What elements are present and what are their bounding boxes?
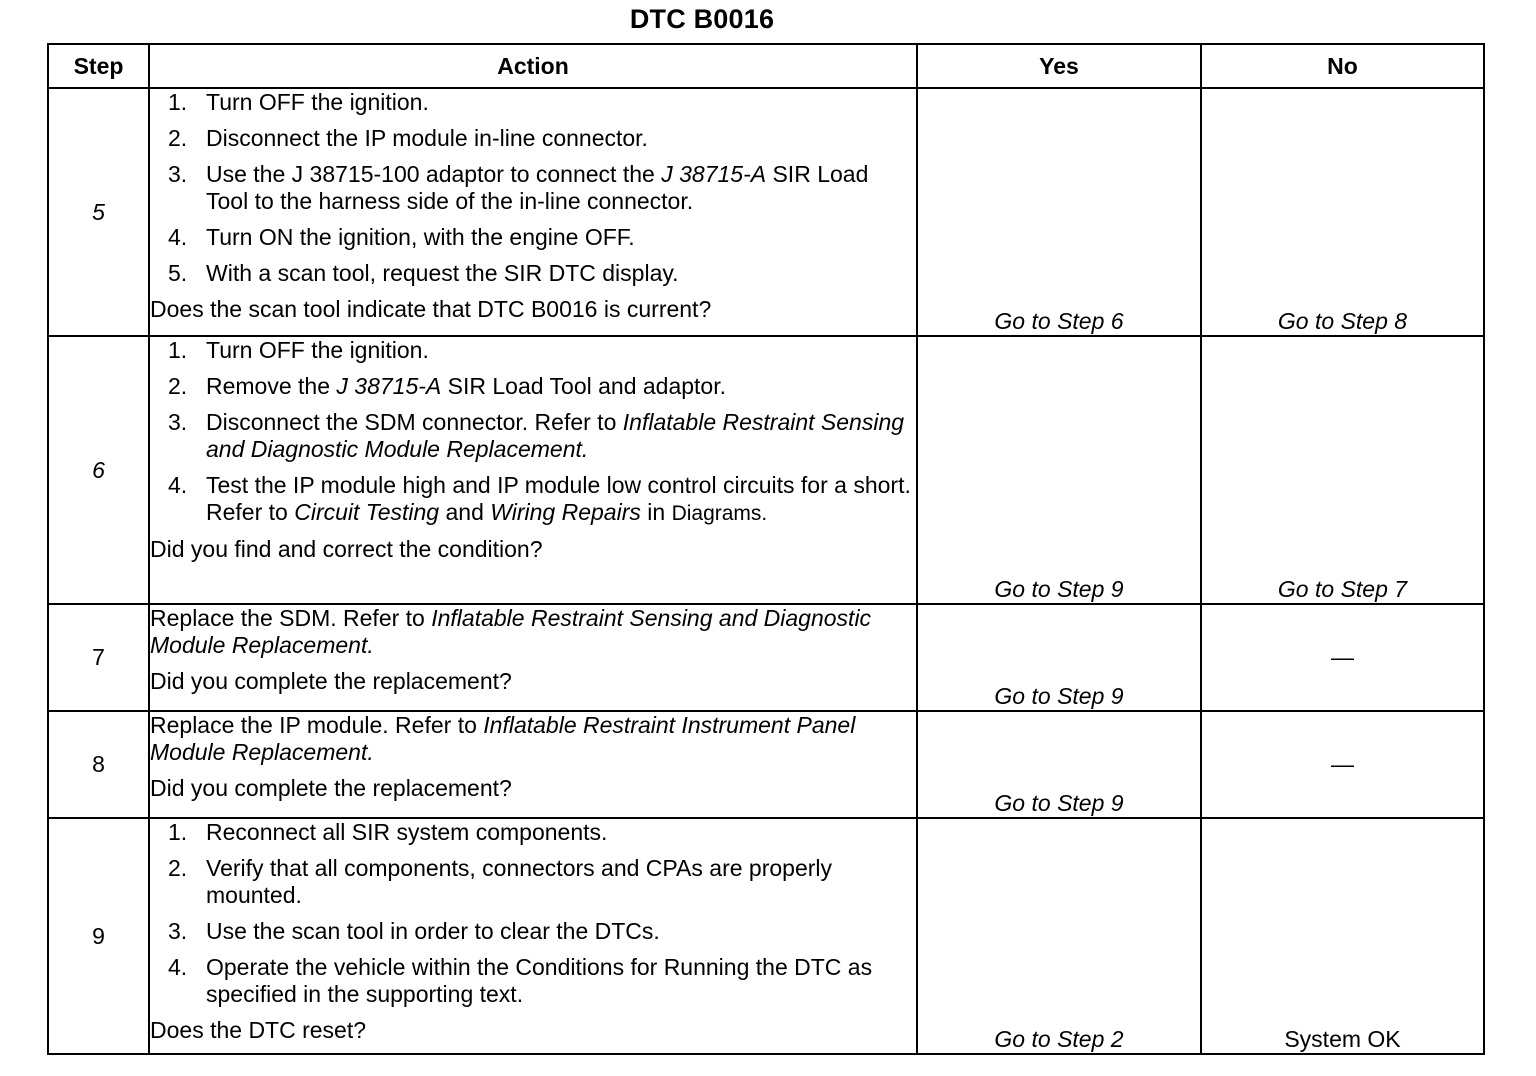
list-item: 5. With a scan tool, request the SIR DTC display. — [168, 260, 679, 286]
list-item: 2. Disconnect the IP module in-line connector. — [168, 125, 648, 151]
yes-result: Go to Step 6 — [917, 88, 1201, 336]
list-item: 1. Turn OFF the ignition. — [168, 337, 429, 363]
action-text: Replace the SDM. Refer to Inflatable Restraint Sensing and Diagnostic Module Replacement. — [150, 605, 872, 658]
diagnostic-table — [47, 43, 1485, 1055]
header-yes: Yes — [917, 44, 1201, 88]
list-item: 3. Use the scan tool in order to clear the DTCs. — [168, 918, 660, 944]
header-row — [48, 44, 1484, 88]
question-text: Does the DTC reset? — [150, 1017, 367, 1043]
list-item: 4. Test the IP module high and IP module low control circuits for a short. Refer to Circuit Testing and Wiring Repairs in Diagrams. — [168, 472, 911, 525]
question-text: Did you complete the replacement? — [150, 775, 512, 801]
no-result: Go to Step 8 — [1201, 88, 1484, 336]
question-text: Does the scan tool indicate that DTC B0016 is current? — [150, 296, 712, 322]
list-item: 1. Turn OFF the ignition. — [168, 89, 429, 115]
list-item: 2. Verify that all components, connectors and CPAs are properly mounted. — [168, 855, 833, 908]
page-title: DTC B0016 — [629, 4, 775, 34]
table-row-step-8 — [48, 711, 1484, 818]
list-item: 2. Remove the J 38715-A SIR Load Tool and adaptor. — [168, 373, 727, 399]
no-result: Go to Step 7 — [1201, 336, 1484, 604]
no-result: — — [1201, 604, 1484, 711]
header-step: Step — [48, 44, 149, 88]
header-no: No — [1201, 44, 1484, 88]
step-number: 9 — [48, 818, 149, 1054]
list-item: 3. Disconnect the SDM connector. Refer to Inflatable Restraint Sensing and Diagnostic Module Replacement. — [168, 409, 905, 462]
action-list — [150, 89, 916, 287]
action-text: Replace the IP module. Refer to Inflatable Restraint Instrument Panel Module Replacement. — [150, 712, 856, 765]
question-text: Did you complete the replacement? — [150, 668, 512, 694]
yes-result: Go to Step 9 — [917, 336, 1201, 604]
header-action: Action — [149, 44, 917, 88]
list-item: 1. Reconnect all SIR system components. — [168, 819, 608, 845]
action-cell — [149, 818, 917, 1054]
table-row-step-5 — [48, 88, 1484, 336]
table-row-step-7 — [48, 604, 1484, 711]
yes-result: Go to Step 2 — [917, 818, 1201, 1054]
no-result: System OK — [1201, 818, 1484, 1054]
yes-result: Go to Step 9 — [917, 604, 1201, 711]
table-row-step-6 — [48, 336, 1484, 604]
list-item: 4. Turn ON the ignition, with the engine OFF. — [168, 224, 635, 250]
step-number: 8 — [48, 711, 149, 818]
action-cell — [149, 88, 917, 336]
step-number: 6 — [48, 336, 149, 604]
action-cell — [149, 604, 917, 711]
action-list — [150, 337, 916, 527]
action-list — [150, 819, 916, 1008]
list-item: 4. Operate the vehicle within the Conditions for Running the DTC as specified in the supporting text. — [168, 954, 873, 1007]
yes-result: Go to Step 9 — [917, 711, 1201, 818]
action-cell — [149, 336, 917, 604]
step-number: 5 — [48, 88, 149, 336]
no-result: — — [1201, 711, 1484, 818]
action-cell — [149, 711, 917, 818]
question-text: Did you find and correct the condition? — [150, 536, 543, 562]
step-number: 7 — [48, 604, 149, 711]
table-row-step-9 — [48, 818, 1484, 1054]
list-item: 3. Use the J 38715-100 adaptor to connect the J 38715-A SIR Load Tool to the harness side of the in-line connector. — [168, 161, 869, 214]
